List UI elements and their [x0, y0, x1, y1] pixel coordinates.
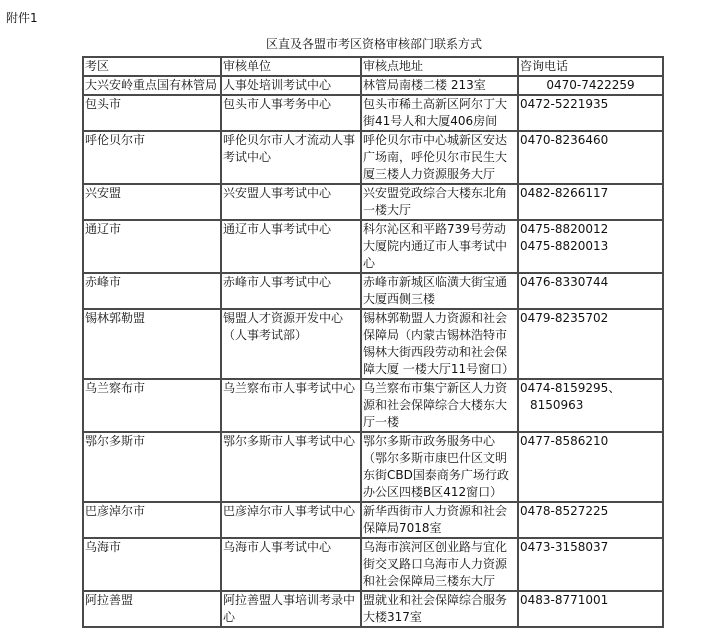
unit-cell: 兴安盟人事考试中心 — [221, 184, 361, 220]
document-title: 区直及各盟市考区资格审核部门联系方式 — [265, 37, 482, 51]
header-phone: 咨询电话 — [518, 57, 663, 76]
region-cell: 通辽市 — [83, 220, 221, 273]
phone-cell: 0482-8266117 — [518, 184, 663, 220]
table-row — [83, 591, 663, 627]
region-cell: 赤峰市 — [83, 273, 221, 309]
region-cell: 乌兰察布市 — [83, 379, 221, 432]
unit-cell: 赤峰市人事考试中心 — [221, 273, 361, 309]
address-cell: 包头市稀土高新区阿尔丁大街41号人和大厦406房间 — [361, 95, 518, 131]
phone-cell — [518, 379, 663, 432]
address-cell: 盟就业和社会保障综合服务大楼317室 — [361, 591, 518, 627]
unit-cell: 乌海市人事考试中心 — [221, 538, 361, 591]
region-cell: 包头市 — [83, 95, 221, 131]
region-cell: 阿拉善盟 — [83, 591, 221, 627]
address-cell: 乌海市滨河区创业路与宜化街交叉路口乌海市人力资源和社会保障局三楼东大厅 — [361, 538, 518, 591]
phone-cell: 0479-8235702 — [518, 309, 663, 379]
table-row — [83, 184, 663, 220]
phone-line: 0475-8820013 — [520, 239, 609, 253]
header-region: 考区 — [83, 57, 221, 76]
phone-cell: 0472-5221935 — [518, 95, 663, 131]
region-cell: 乌海市 — [83, 538, 221, 591]
address-cell: 科尔沁区和平路739号劳动大厦院内通辽市人事考试中心 — [361, 220, 518, 273]
phone-cell: 0478-8527225 — [518, 502, 663, 538]
table-row — [83, 76, 663, 95]
unit-cell: 通辽市人事考试中心 — [221, 220, 361, 273]
phone-cell: 0476-8330744 — [518, 273, 663, 309]
table-row — [83, 95, 663, 131]
unit-cell: 阿拉善盟人事培训考录中心 — [221, 591, 361, 627]
phone-line: 0475-8820012 — [520, 222, 609, 236]
table-row — [83, 273, 663, 309]
unit-cell: 包头市人事考务中心 — [221, 95, 361, 131]
region-cell: 锡林郭勒盟 — [83, 309, 221, 379]
table-row — [83, 379, 663, 432]
region-cell: 大兴安岭重点国有林管局 — [83, 76, 221, 95]
region-cell: 巴彦淖尔市 — [83, 502, 221, 538]
address-cell: 鄂尔多斯市政务服务中心（鄂尔多斯市康巴什区文明东街CBD国泰商务广场行政办公区四楼B区412窗口） — [361, 432, 518, 502]
unit-cell: 人事处培训考试中心 — [221, 76, 361, 95]
unit-cell: 乌兰察布市人事考试中心 — [221, 379, 361, 432]
table-row — [83, 502, 663, 538]
table-row — [83, 220, 663, 273]
phone-cell: 0477-8586210 — [518, 432, 663, 502]
phone-cell: 0473-3158037 — [518, 538, 663, 591]
address-cell: 兴安盟党政综合大楼东北角一楼大厅 — [361, 184, 518, 220]
table-row — [83, 432, 663, 502]
phone-cell: 0470-7422259 — [518, 76, 663, 95]
header-address: 审核点地址 — [361, 57, 518, 76]
unit-cell: 锡盟人才资源开发中心（人事考试部） — [221, 309, 361, 379]
address-cell: 锡林郭勒盟人力资源和社会保障局（内蒙古锡林浩特市锡林大街西段劳动和社会保障大厦 一楼大厅11号窗口） — [361, 309, 518, 379]
phone-line: 8150963 — [530, 398, 584, 412]
address-cell: 赤峰市新城区临潢大街宝通大厦西侧三楼 — [361, 273, 518, 309]
phone-cell — [518, 220, 663, 273]
unit-cell: 鄂尔多斯市人事考试中心 — [221, 432, 361, 502]
table-row — [83, 538, 663, 591]
region-cell: 呼伦贝尔市 — [83, 131, 221, 184]
address-cell: 林管局南楼二楼 213室 — [361, 76, 518, 95]
address-cell: 新华西街市人力资源和社会保障局7018室 — [361, 502, 518, 538]
attachment-label: 附件1 — [6, 11, 38, 25]
region-cell: 鄂尔多斯市 — [83, 432, 221, 502]
contact-table — [82, 56, 664, 628]
phone-cell: 0483-8771001 — [518, 591, 663, 627]
address-cell: 呼伦贝尔市中心城新区安达广场南，呼伦贝尔市民生大厦三楼人力资源服务大厅 — [361, 131, 518, 184]
table-row — [83, 309, 663, 379]
header-unit: 审核单位 — [221, 57, 361, 76]
address-cell: 乌兰察布市集宁新区人力资源和社会保障综合大楼东大厅一楼 — [361, 379, 518, 432]
phone-line: 0474-8159295、 — [520, 381, 621, 395]
unit-cell: 巴彦淖尔市人事考试中心 — [221, 502, 361, 538]
region-cell: 兴安盟 — [83, 184, 221, 220]
table-row — [83, 131, 663, 184]
unit-cell: 呼伦贝尔市人才流动人事考试中心 — [221, 131, 361, 184]
table-header-row — [83, 57, 663, 76]
phone-cell: 0470-8236460 — [518, 131, 663, 184]
